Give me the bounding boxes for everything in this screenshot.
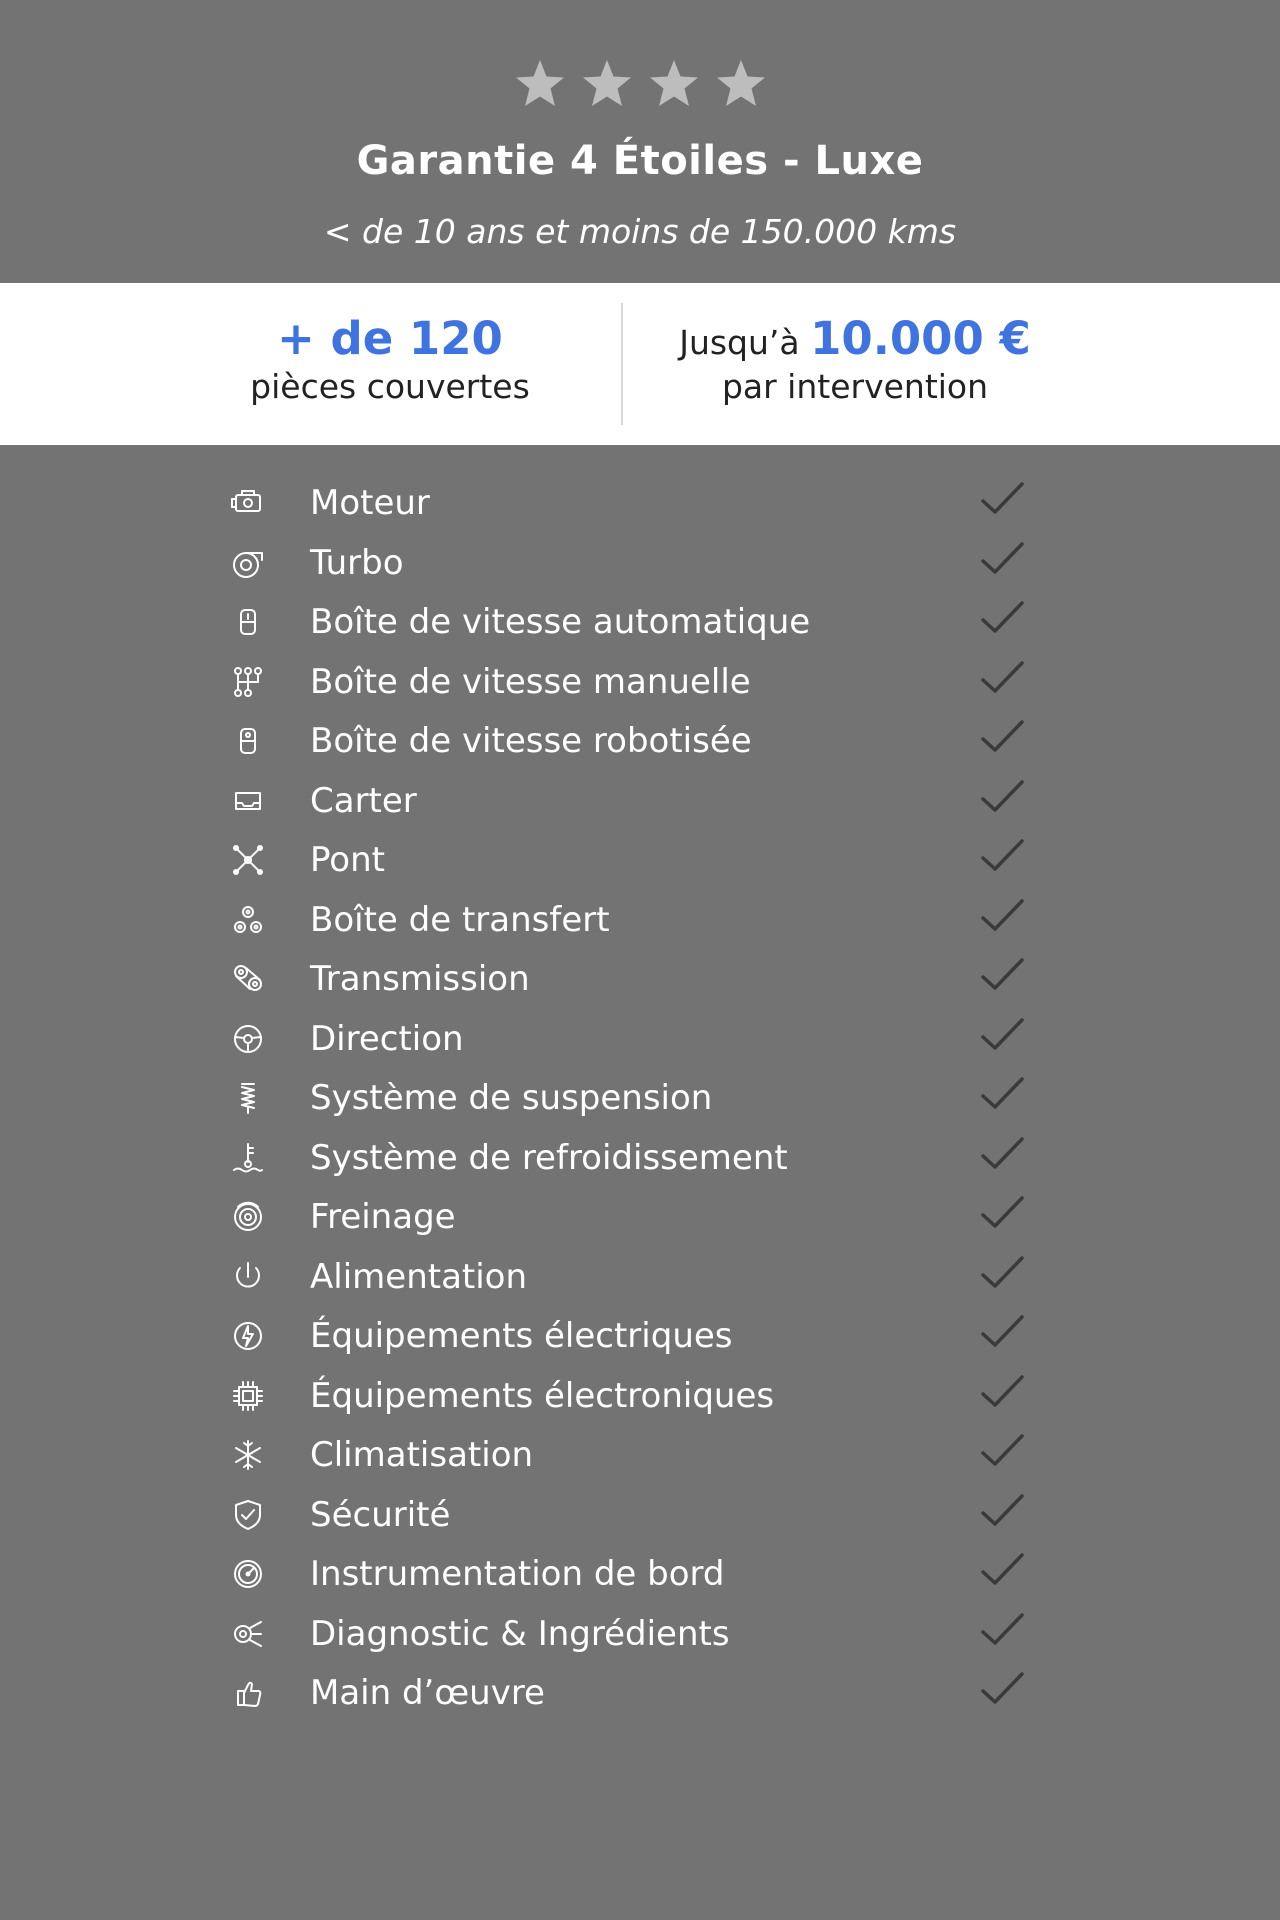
star-icon xyxy=(715,58,767,110)
checkmark-icon xyxy=(978,1253,1026,1293)
coverage-item-label: Équipements électroniques xyxy=(310,1375,775,1416)
list-item xyxy=(0,475,1280,535)
coverage-item-label: Système de suspension xyxy=(310,1078,713,1118)
coverage-item-label: Transmission xyxy=(310,959,530,999)
checkmark-icon xyxy=(978,1193,1026,1233)
coverage-item-label: Boîte de vitesse robotisée xyxy=(310,721,752,761)
checkmark-icon xyxy=(978,896,1026,936)
automatic-gearbox-icon xyxy=(228,602,268,642)
checkmark-icon xyxy=(978,1610,1026,1650)
electrical-icon xyxy=(228,1316,268,1356)
labour-icon xyxy=(228,1673,268,1713)
list-item xyxy=(0,1546,1280,1606)
coverage-item-label: Main d’œuvre xyxy=(310,1673,545,1713)
checkmark-icon xyxy=(978,955,1026,995)
list-item xyxy=(0,1011,1280,1071)
list-item xyxy=(0,951,1280,1011)
power-icon xyxy=(228,1257,268,1297)
steering-wheel-icon xyxy=(228,1019,268,1059)
checkmark-icon xyxy=(978,836,1026,876)
coverage-item-label: Alimentation xyxy=(310,1256,528,1297)
star-icon xyxy=(514,58,566,110)
diagnostic-icon xyxy=(228,1614,268,1654)
suspension-icon xyxy=(228,1078,268,1118)
checkmark-icon xyxy=(978,1312,1026,1352)
coverage-item-label: Freinage xyxy=(310,1197,456,1237)
coverage-item-label: Pont xyxy=(310,840,385,880)
coverage-item-label: Moteur xyxy=(310,483,430,523)
gauge-icon xyxy=(228,1554,268,1594)
coverage-item-label: Équipements électriques xyxy=(310,1316,733,1356)
page-subtitle: < de 10 ans et moins de 150.000 kms xyxy=(323,212,957,251)
list-item xyxy=(0,1665,1280,1725)
turbo-icon xyxy=(228,543,268,583)
shield-check-icon xyxy=(228,1495,268,1535)
list-item xyxy=(0,1308,1280,1368)
stats-divider xyxy=(621,303,623,425)
checkmark-icon xyxy=(978,1431,1026,1471)
coverage-item-label: Climatisation xyxy=(310,1435,534,1475)
robotized-gearbox-icon xyxy=(228,721,268,761)
checkmark-icon xyxy=(978,777,1026,817)
list-item xyxy=(0,1070,1280,1130)
chip-icon xyxy=(228,1376,268,1416)
checkmark-icon xyxy=(978,479,1026,519)
coverage-item-label: Boîte de transfert xyxy=(310,899,610,940)
star-icon xyxy=(648,58,700,110)
brake-disc-icon xyxy=(228,1197,268,1237)
manual-gearbox-icon xyxy=(228,662,268,702)
star-icon xyxy=(581,58,633,110)
coverage-item-label: Système de refroidissement xyxy=(310,1137,788,1178)
list-item xyxy=(0,654,1280,714)
list-item xyxy=(0,594,1280,654)
coverage-item-label: Boîte de vitesse automatique xyxy=(310,602,811,642)
checkmark-icon xyxy=(978,1550,1026,1590)
checkmark-icon xyxy=(978,717,1026,757)
transmission-icon xyxy=(228,959,268,999)
engine-icon xyxy=(228,483,268,523)
star-rating xyxy=(0,58,1280,110)
coverage-item-label: Turbo xyxy=(310,542,404,583)
carter-icon xyxy=(228,781,268,821)
list-item xyxy=(0,1487,1280,1547)
checkmark-icon xyxy=(978,539,1026,579)
header xyxy=(0,0,1280,283)
list-item xyxy=(0,535,1280,595)
stats-band xyxy=(0,283,1280,445)
axle-icon xyxy=(228,840,268,880)
max-amount: 10.000 € xyxy=(810,312,1031,365)
coverage-item-label: Carter xyxy=(310,780,417,821)
checkmark-icon xyxy=(978,658,1026,698)
list-item xyxy=(0,1368,1280,1428)
parts-count: + de 120 xyxy=(277,312,503,365)
list-item xyxy=(0,1249,1280,1309)
list-item xyxy=(0,1189,1280,1249)
list-item xyxy=(0,892,1280,952)
list-item xyxy=(0,1606,1280,1666)
max-amount-caption: par intervention xyxy=(721,367,989,406)
checkmark-icon xyxy=(978,1491,1026,1531)
checkmark-icon xyxy=(978,1669,1026,1709)
list-item xyxy=(0,773,1280,833)
parts-caption: pièces couvertes xyxy=(250,367,530,406)
cooling-icon xyxy=(228,1138,268,1178)
checkmark-icon xyxy=(978,1015,1026,1055)
list-item xyxy=(0,1130,1280,1190)
list-item xyxy=(0,1427,1280,1487)
checkmark-icon xyxy=(978,598,1026,638)
checkmark-icon xyxy=(978,1134,1026,1174)
max-amount-stat xyxy=(650,313,1060,409)
coverage-item-label: Sécurité xyxy=(310,1494,451,1535)
list-item xyxy=(0,832,1280,892)
coverage-item-label: Direction xyxy=(310,1018,464,1059)
transfer-case-icon xyxy=(228,900,268,940)
list-item xyxy=(0,713,1280,773)
coverage-item-label: Diagnostic & Ingrédients xyxy=(310,1613,730,1654)
page-title: Garantie 4 Étoiles - Luxe xyxy=(356,138,924,184)
checkmark-icon xyxy=(978,1074,1026,1114)
snowflake-icon xyxy=(228,1435,268,1475)
coverage-item-label: Boîte de vitesse manuelle xyxy=(310,661,751,702)
max-amount-prefix: Jusqu’à xyxy=(679,323,811,362)
coverage-item-label: Instrumentation de bord xyxy=(310,1554,725,1594)
checkmark-icon xyxy=(978,1372,1026,1412)
parts-covered-stat xyxy=(180,313,600,409)
